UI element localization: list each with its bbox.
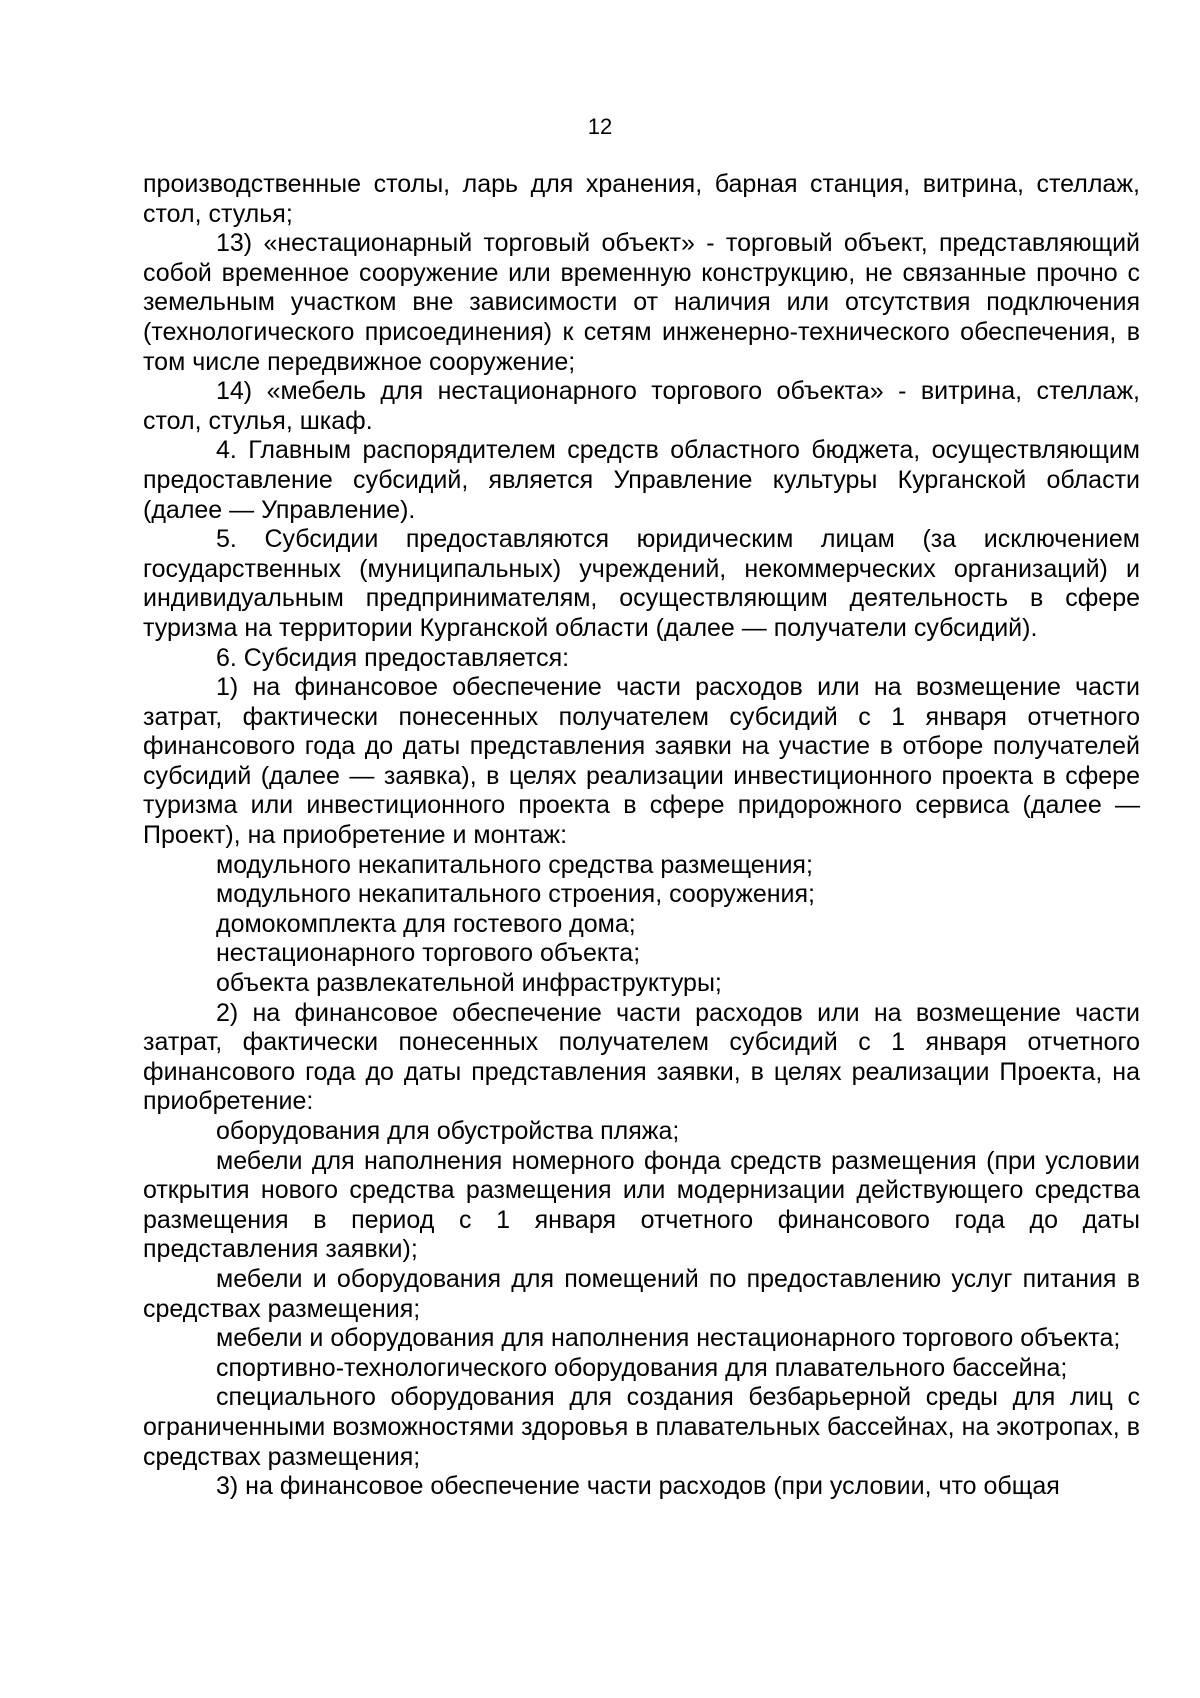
list-item: оборудования для обустройства пляжа;	[216, 1117, 680, 1145]
paragraph-subclause-1: 1) на финансовое обеспечение части расходов или на возмещение части затрат, фактически понесенных получателем субсидий с 1 января отчетного финансового года до даты представления заявки на участие в отборе получателей субсидий (далее — заявка), в целях реализации инвестиционного проекта в сфере туризма или инвестиционного проекта в сфере придорожного сервиса (далее — Проект), на приобретение и монтаж:	[143, 673, 1140, 850]
list-item: мебели и оборудования для наполнения нестационарного торгового объекта;	[216, 1324, 1121, 1353]
list-item: спортивно-технологического оборудования для плавательного бассейна;	[216, 1353, 1068, 1382]
list-item: модульного некапитального строения, сооружения;	[216, 880, 815, 909]
list-item: модульного некапитального средства размещения;	[216, 850, 813, 879]
paragraph-subclause-2: 2) на финансовое обеспечение части расходов или на возмещение части затрат, фактически понесенных получателем субсидий с 1 января отчетного финансового года до даты представления заявки, в целях реализации Проекта, на приобретение:	[143, 998, 1140, 1116]
paragraph-definition-13: 13) «нестационарный торговый объект» - торговый объект, представляющий собой временное сооружение или временную конструкцию, не связанные прочно с земельным участком вне зависимости от наличия или отсутствия подключения (технологического присоединения) к сетям инженерно-технического обеспечения, в том числе передвижное сооружение;	[143, 229, 1140, 376]
paragraph-continuation: производственные столы, ларь для хранения, барная станция, витрина, стеллаж, стол, стулья;	[143, 170, 1140, 228]
paragraph-definition-14: 14) «мебель для нестационарного торгового объекта» - витрина, стеллаж, стол, стулья, шкаф.	[143, 377, 1140, 435]
list-item: домокомплекта для гостевого дома;	[216, 909, 636, 938]
paragraph-clause-5: 5. Субсидии предоставляются юридическим лицам (за исключением государственных (муниципальных) учреждений, некоммерческих организаций) и индивидуальным предпринимателям, осуществляющим деятельность в сфере туризма на территории Курганской области (далее — получатели субсидий).	[143, 525, 1140, 642]
list-item: специального оборудования для создания безбарьерной среды для лиц с ограниченными возможностями здоровья в плавательных бассейнах, на экотропах, в средствах размещения;	[143, 1383, 1140, 1471]
paragraph-clause-6: 6. Субсидия предоставляется:	[216, 643, 570, 672]
paragraph-clause-4: 4. Главным распорядителем средств областного бюджета, осуществляющим предоставление субсидий, является Управление культуры Курганской области (далее — Управление).	[143, 436, 1140, 524]
list-item: нестационарного торгового объекта;	[216, 939, 641, 968]
list-item: объекта развлекательной инфраструктуры;	[216, 969, 722, 998]
list-item: мебели и оборудования для помещений по предоставлению услуг питания в средствах размещения;	[143, 1264, 1140, 1323]
page-number: 12	[587, 114, 613, 139]
list-item: мебели для наполнения номерного фонда средств размещения (при условии открытия нового средства размещения или модернизации действующего средства размещения в период с 1 января отчетного финансового года до даты представления заявки);	[143, 1146, 1140, 1264]
document-body	[143, 170, 1140, 1502]
paragraph-subclause-3: 3) на финансовое обеспечение части расходов (при условии, что общая	[216, 1472, 1060, 1501]
